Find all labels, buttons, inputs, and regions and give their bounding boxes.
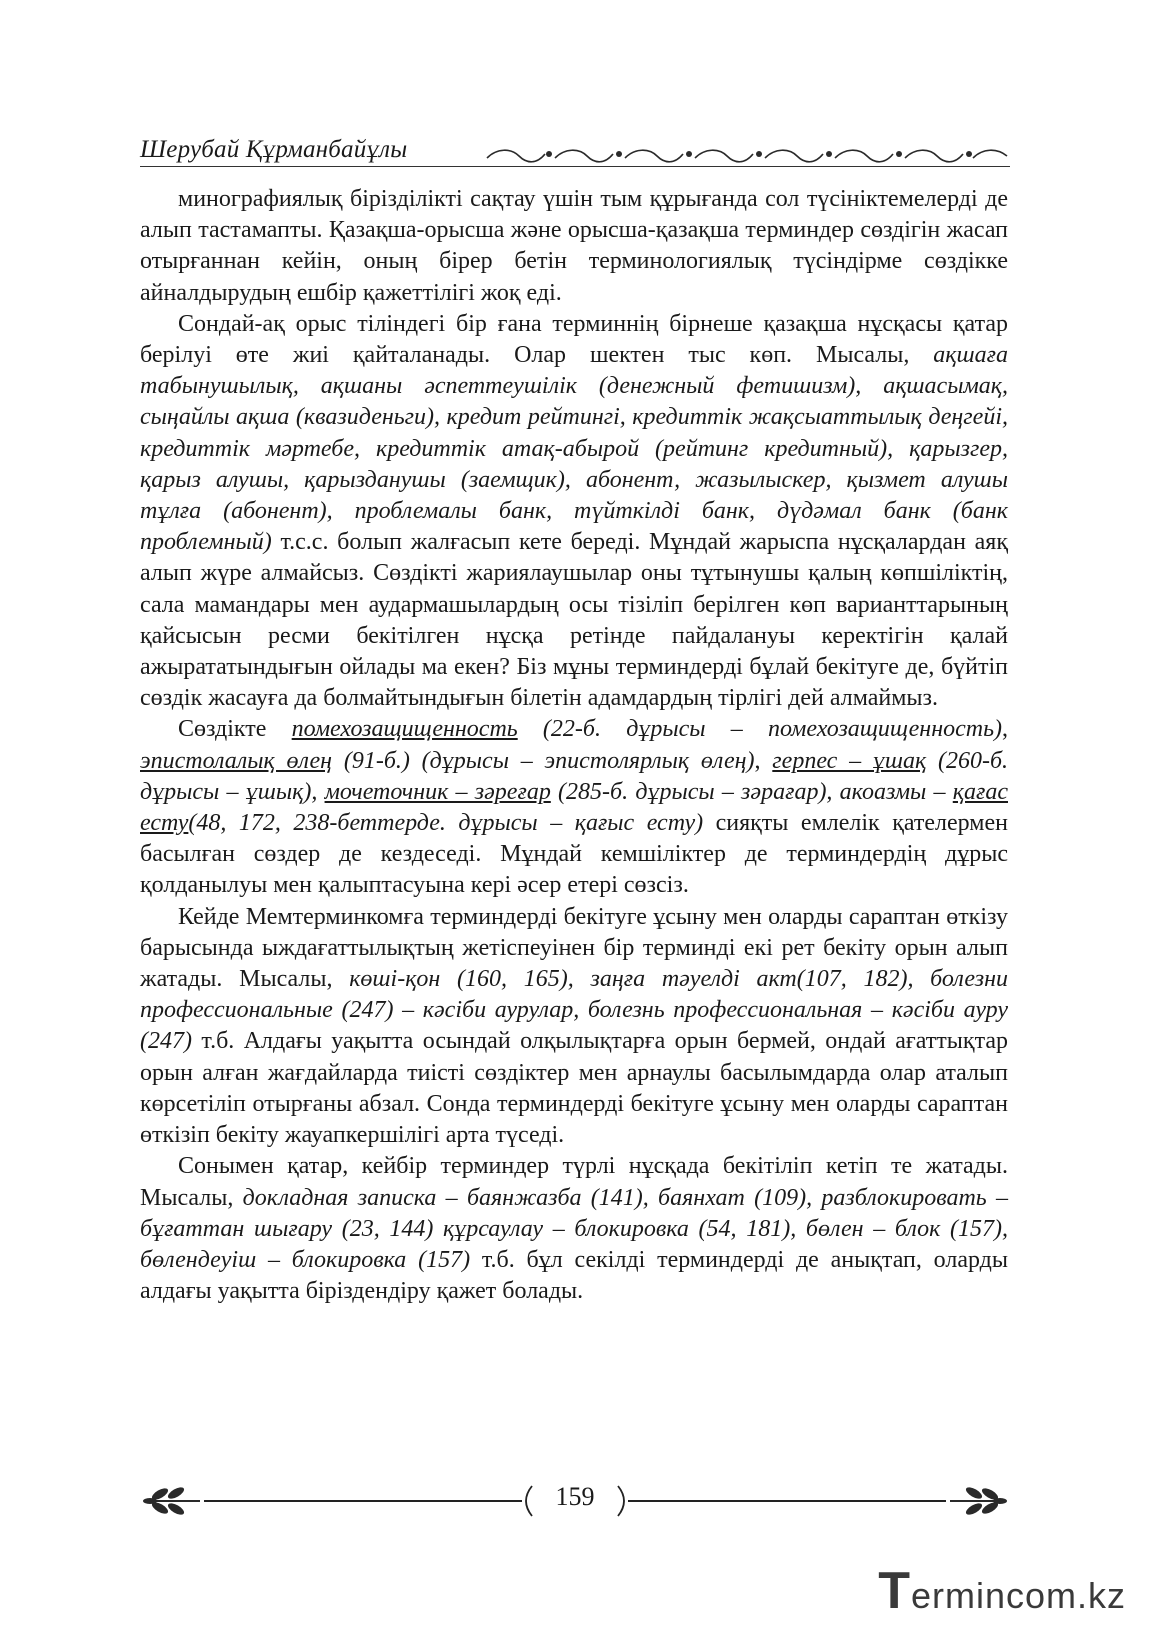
italic-run: (91-б.) (дұрысы – эпистолярлық өлең) [332, 747, 755, 774]
page-number: 159 [555, 1482, 595, 1511]
header-rule [140, 166, 1010, 167]
body-text [140, 184, 1008, 1307]
paragraph [140, 714, 1008, 901]
italic-run: докладная записка – баянжазба (141), баянхат (109), разблокировать – бұғаттан шығару (23, 144) құрсаулау – блокировка (54, 181), бөлен – блок (157), бөлендеуіш – блокировка (157) [140, 1184, 1009, 1273]
paragraph [140, 902, 1008, 1152]
text-run: т.б. бұл секілді терминдерді де анықтап, оларды алдағы уақытта біріздендіру қажет болады. [140, 1246, 1008, 1305]
text-run: минографиялық бірізділікті сақтау үшін тым құрығанда сол түсініктемелерді де алып тастамапты. Қазақша-орысша және орысша-қазақша терминдер сөздігін жасап отырғаннан кейін, оның бірер бетін терминологиялық түсіндірме сөздікке айналдырудың ешбір қажеттілігі жоқ еді. [140, 186, 1008, 306]
text-run: , [754, 747, 773, 774]
watermark-prefix: T [878, 1562, 911, 1620]
watermark-logo [878, 1561, 1126, 1621]
text-run: т.с.с. болып жалғасып кете береді. Мұндай жарыспа нұсқалардан аяқ алып жүре алмайсыз. Сөздікті жариялаушылар оны тұтынушы қалың көпшіліктің, сала мамандары мен аудармашылардың осы тізіліп берілген көп варианттарының қайсысын ресми бекітілген нұсқа ретінде пайдалануы керектігін қалай ажырататындығын ойлады ма екен? Біз мұны терминдерді бұлай бекітуге де, бүйтіп сөздік жасауға да болмайтындығын білетін адамдардың тірлігі дей алмаймыз. [140, 529, 1008, 712]
text-run: , [1002, 716, 1009, 743]
italic-run: ақшаға табынушылық, ақшаны әспеттеушілік (денежный фетишизм), ақшасымақ, сыңайлы ақша (квазиденьги), кредит рейтингі, кредиттік жақсыаттылық деңгейі, кредиттік мәртебе, кредиттік атақ-абырой (рейтинг кредитный), қарызгер, қарыз алушы, қарызданушы (заемщик), абонент, жазылыскер, қызмет алушы тұлға (абонент), проблемалы банк, түйткілді банк, дүдәмал банк (банк проблемный) [140, 342, 1008, 556]
text-run: Сонымен қатар, кейбір терминдер түрлі нұсқада бекітіліп кетіп те жатады. Мысалы, [140, 1153, 1008, 1211]
underlined-term: герпес – ұшақ [772, 747, 927, 774]
paragraph [140, 184, 1008, 309]
footer-rule-right [628, 1500, 946, 1502]
paragraph [140, 1151, 1008, 1307]
italic-run: (285-б. дұрысы – зәрағар), акоазмы – [550, 778, 953, 805]
underlined-term: помехозащищенность [291, 716, 518, 743]
underlined-term: эпистолалық өлең [140, 747, 333, 774]
text-run: т.б. Алдағы уақытта осындай олқылықтарға орын бермей, ондай ағаттықтар орын алған жағдайларда тиісті сөздіктер мен арнаулы басылымдарда олар аталып көрсетіліп отырғаны абзал. Сонда терминдерді бекітуге ұсыну мен оларды сараптан өткізіп бекіту жауапкершілігі арта түседі. [140, 1028, 1008, 1149]
text-run: сияқты емлелік қателермен басылған сөздер де кездеседі. Мұндай кемшіліктер де терминдердің дұрыс қолданылуы мен қалыптасуына кері әсер етері сөзсіз. [140, 810, 1008, 899]
footer-rule-left [204, 1500, 522, 1502]
right-leaf-ornament-icon [946, 1484, 1010, 1518]
text-run: Сөздікте [178, 716, 292, 743]
italic-run: көші-қон (160, 165), заңға тәуелді акт(107, 182), болезни профессиональные (247) – кәсіби аурулар, болезнь профессиональная – кәсіби ауру (247) [140, 966, 1008, 1055]
header-ornament-icon [485, 144, 1010, 166]
watermark-text: ermincom.kz [910, 1575, 1126, 1616]
italic-run: (22-б. дұрысы – помехозащищенность) [517, 716, 1003, 743]
underlined-term: мочеточник – зәреғар [324, 778, 551, 805]
page-footer [140, 1480, 1010, 1520]
italic-run: (260-б. дұрысы – ұшық), [140, 747, 1009, 805]
paragraph [140, 309, 1008, 715]
text-run: Кейде Мемтерминкомға терминдерді бекітуге ұсыну мен оларды сараптан өткізу барысында ыждағаттылықтың жетіспеуінен бір терминді екі рет бекіту орын алып жатады. Мысалы, [140, 903, 1008, 993]
page-header [140, 136, 1010, 170]
underlined-term: қағас есту [140, 778, 1008, 837]
running-head-author: Шерубай Құрманбайұлы [140, 136, 408, 163]
italic-run: (48, 172, 238-беттерде. дұрысы – қағыс есту) [188, 810, 704, 837]
left-leaf-ornament-icon [140, 1484, 204, 1518]
text-run: Сондай-ақ орыс тіліндегі бір ғана терминнің бірнеше қазақша нұсқасы қатар берілуі өте жиі қайталанады. Олар шектен тыс көп. Мысалы, [140, 310, 1008, 369]
